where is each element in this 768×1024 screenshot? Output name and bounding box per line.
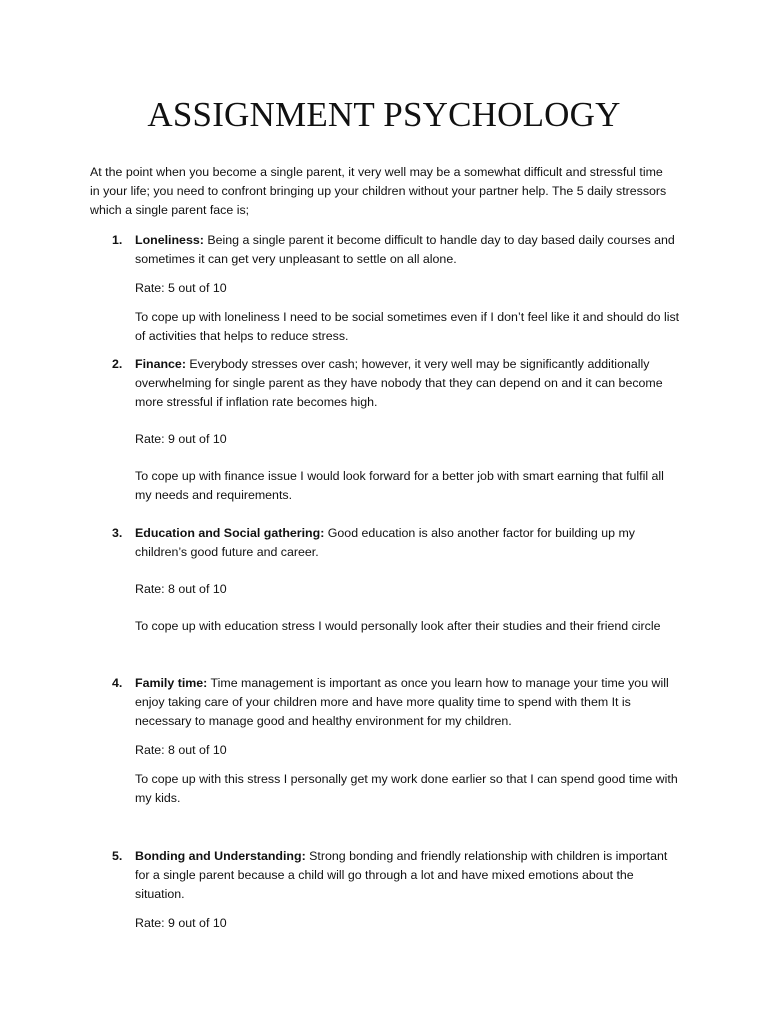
item-rate: Rate: 9 out of 10 bbox=[135, 916, 227, 930]
item-coping: To cope up with loneliness I need to be social sometimes even if I don’t feel like it and should do list of activities that helps to reduce stress. bbox=[135, 310, 680, 343]
item-description bbox=[135, 231, 680, 269]
list-item-body bbox=[135, 847, 680, 933]
item-text: Good education is also another factor for building up my children’s good future and career. bbox=[135, 526, 635, 559]
item-rate: Rate: 5 out of 10 bbox=[135, 281, 227, 295]
list-item-family-time bbox=[90, 674, 680, 808]
item-heading: Loneliness: bbox=[135, 233, 204, 247]
list-number: 4. bbox=[112, 676, 123, 690]
item-description bbox=[135, 847, 680, 904]
document-title: ASSIGNMENT PSYCHOLOGY bbox=[147, 95, 621, 134]
item-coping: To cope up with finance issue I would look forward for a better job with smart earning that fulfil all my needs and requirements. bbox=[135, 469, 664, 502]
item-text: Everybody stresses over cash; however, it very well may be significantly additionally overwhelming for single parent as they have nobody that they can depend on and it can become more stressful if inflation rate becomes high. bbox=[135, 357, 663, 409]
item-text: Strong bonding and friendly relationship with children is important for a single parent because a child will go through a lot and have mixed emotions about the situation. bbox=[135, 849, 668, 901]
list-number: 1. bbox=[112, 233, 123, 247]
item-text: Being a single parent it become difficult to handle day to day based daily courses and sometimes it can get very unpleasant to settle on all alone. bbox=[135, 233, 675, 266]
list-item-body bbox=[135, 231, 680, 346]
list-item-body bbox=[135, 674, 680, 808]
list-item-body bbox=[135, 355, 680, 505]
item-text: Time management is important as once you learn how to manage your time you will enjoy taking care of your children more and have more quality time to spend with them It is necessary to manage good and healthy environment for my children. bbox=[135, 676, 669, 728]
item-rate: Rate: 8 out of 10 bbox=[135, 743, 227, 757]
item-description bbox=[135, 355, 680, 412]
list-item-body bbox=[135, 524, 680, 636]
list-number: 3. bbox=[112, 526, 123, 540]
item-description bbox=[135, 524, 680, 562]
list-number: 2. bbox=[112, 357, 123, 371]
list-item-finance bbox=[90, 355, 680, 505]
item-rate: Rate: 8 out of 10 bbox=[135, 582, 227, 596]
item-coping: To cope up with this stress I personally get my work done earlier so that I can spend good time with my kids. bbox=[135, 772, 678, 805]
item-heading: Education and Social gathering: bbox=[135, 526, 325, 540]
item-heading: Family time: bbox=[135, 676, 208, 690]
item-coping: To cope up with education stress I would personally look after their studies and their friend circle bbox=[135, 619, 661, 633]
item-heading: Finance: bbox=[135, 357, 186, 371]
item-rate: Rate: 9 out of 10 bbox=[135, 432, 227, 446]
list-item-loneliness bbox=[90, 231, 680, 346]
intro-paragraph: At the point when you become a single parent, it very well may be a somewhat difficult and stressful time in your life; you need to confront bringing up your children without your partner help. The 5 daily stressors which a single parent face is; bbox=[90, 165, 667, 217]
item-description bbox=[135, 674, 680, 731]
list-item-bonding bbox=[90, 847, 680, 933]
list-number: 5. bbox=[112, 849, 123, 863]
item-heading: Bonding and Understanding: bbox=[135, 849, 306, 863]
list-item-education bbox=[90, 524, 680, 636]
